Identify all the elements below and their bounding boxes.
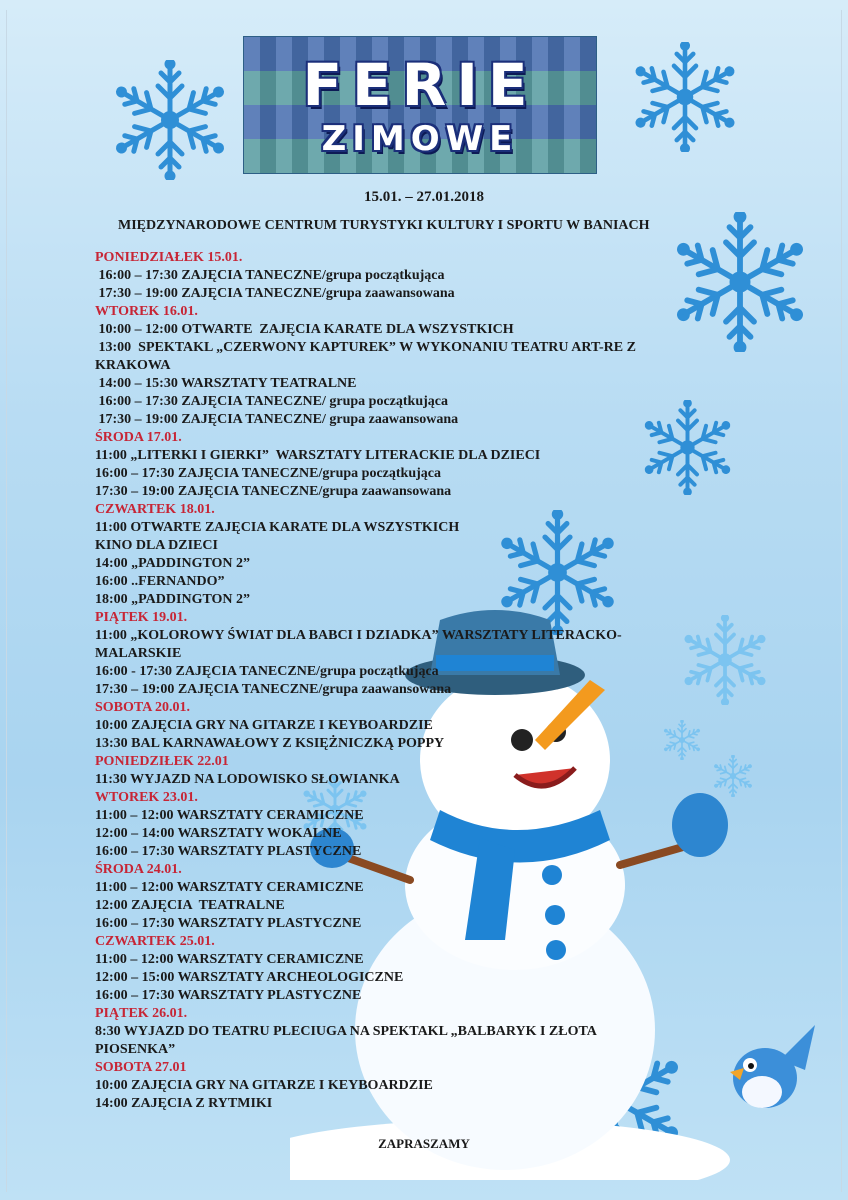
schedule-entry: 16:00 – 17:30 WARSZTATY PLASTYCZNE (95, 916, 362, 931)
schedule-entry: 11:00 „LITERKI I GIERKI” WARSZTATY LITERACKIE DLA DZIECI (95, 448, 541, 463)
schedule-entry: KINO DLA DZIECI (95, 538, 218, 553)
schedule-entry: 10:00 – 12:00 OTWARTE ZAJĘCIA KARATE DLA WSZYSTKICH (95, 322, 514, 337)
schedule-entry: 17:30 – 19:00 ZAJĘCIA TANECZNE/ grupa zaawansowana (95, 412, 459, 427)
day-heading: PIĄTEK 26.01. (95, 1006, 188, 1021)
schedule-entry: 11:00 – 12:00 WARSZTATY CERAMICZNE (95, 952, 364, 967)
schedule-entry: 16:00 – 17:30 WARSZTATY PLASTYCZNE (95, 988, 362, 1003)
day-heading: WTOREK 23.01. (95, 790, 198, 805)
organizer-name: MIĘDZYNARODOWE CENTRUM TURYSTYKI KULTURY I SPORTU W BANIACH (118, 218, 650, 233)
schedule-entry: KRAKOWA (95, 358, 171, 373)
schedule-entry: 14:00 – 15:30 WARSZTATY TEATRALNE (95, 376, 357, 391)
schedule-entry: 11:30 WYJAZD NA LODOWISKO SŁOWIANKA (95, 772, 400, 787)
title-banner (243, 36, 597, 174)
day-heading: PIĄTEK 19.01. (95, 610, 188, 625)
schedule-entry: 11:00 „KOLOROWY ŚWIAT DLA BABCI I DZIADKA” WARSZTATY LITERACKO- (95, 628, 622, 643)
schedule-entry: PIOSENKA” (95, 1042, 176, 1057)
schedule-entry: 16:00 ..FERNANDO” (95, 574, 225, 589)
schedule-entry: 12:00 – 14:00 WARSZTATY WOKALNE (95, 826, 342, 841)
schedule-entry: 16:00 - 17:30 ZAJĘCIA TANECZNE/grupa początkująca (95, 664, 439, 679)
schedule-entry: 13:00 SPEKTAKL „CZERWONY KAPTUREK” W WYKONANIU TEATRU ART-RE Z (95, 340, 636, 355)
day-heading: ŚRODA 17.01. (95, 430, 182, 445)
day-heading: SOBOTA 27.01 (95, 1060, 187, 1075)
day-heading: CZWARTEK 18.01. (95, 502, 215, 517)
banner-title-ferie: FERIE (302, 51, 538, 119)
banner-title-zimowe: ZIMOWE (321, 119, 519, 159)
snowflake-icon (110, 60, 230, 180)
schedule-entry: 10:00 ZAJĘCIA GRY NA GITARZE I KEYBOARDZIE (95, 718, 433, 733)
schedule-entry: 12:00 – 15:00 WARSZTATY ARCHEOLOGICZNE (95, 970, 404, 985)
snowflake-icon (630, 42, 740, 152)
day-heading: CZWARTEK 25.01. (95, 934, 215, 949)
schedule-entry: 11:00 – 12:00 WARSZTATY CERAMICZNE (95, 808, 364, 823)
schedule-entry: 8:30 WYJAZD DO TEATRU PLECIUGA NA SPEKTAKL „BALBARYK I ZŁOTA (95, 1024, 597, 1039)
schedule-entry: 12:00 ZAJĘCIA TEATRALNE (95, 898, 285, 913)
schedule-entry: 11:00 OTWARTE ZAJĘCIA KARATE DLA WSZYSTKICH (95, 520, 460, 535)
schedule-entry: 17:30 – 19:00 ZAJĘCIA TANECZNE/grupa zaawansowana (95, 682, 452, 697)
day-heading: ŚRODA 24.01. (95, 862, 182, 877)
day-heading: PONIEDZIAŁEK 15.01. (95, 250, 243, 265)
schedule-entry: 16:00 – 17:30 ZAJĘCIA TANECZNE/grupa początkująca (95, 268, 445, 283)
schedule-entry: 10:00 ZAJĘCIA GRY NA GITARZE I KEYBOARDZIE (95, 1078, 433, 1093)
schedule-entry: 17:30 – 19:00 ZAJĘCIA TANECZNE/grupa zaawansowana (95, 484, 452, 499)
schedule-entry: 16:00 – 17:30 WARSZTATY PLASTYCZNE (95, 844, 362, 859)
schedule-entry: 14:00 ZAJĘCIA Z RYTMIKI (95, 1096, 273, 1111)
schedule-entry: 14:00 „PADDINGTON 2” (95, 556, 251, 571)
schedule-entry: 16:00 – 17:30 ZAJĘCIA TANECZNE/grupa początkująca (95, 466, 442, 481)
schedule-entry: 11:00 – 12:00 WARSZTATY CERAMICZNE (95, 880, 364, 895)
schedule-entry: 16:00 – 17:30 ZAJĘCIA TANECZNE/ grupa początkująca (95, 394, 449, 409)
schedule-list (95, 249, 735, 1113)
day-heading: SOBOTA 20.01. (95, 700, 191, 715)
event-dates: 15.01. – 27.01.2018 (364, 189, 484, 205)
day-heading: PONIEDZIŁEK 22.01 (95, 754, 229, 769)
day-heading: WTOREK 16.01. (95, 304, 198, 319)
schedule-entry: 17:30 – 19:00 ZAJĘCIA TANECZNE/grupa zaawansowana (95, 286, 455, 301)
bird-illustration (720, 1020, 820, 1120)
schedule-entry: 13:30 BAL KARNAWAŁOWY Z KSIĘŻNICZKĄ POPPY (95, 736, 445, 751)
invitation-footer: ZAPRASZAMY (378, 1136, 470, 1151)
schedule-entry: MALARSKIE (95, 646, 182, 661)
schedule-entry: 18:00 „PADDINGTON 2” (95, 592, 251, 607)
